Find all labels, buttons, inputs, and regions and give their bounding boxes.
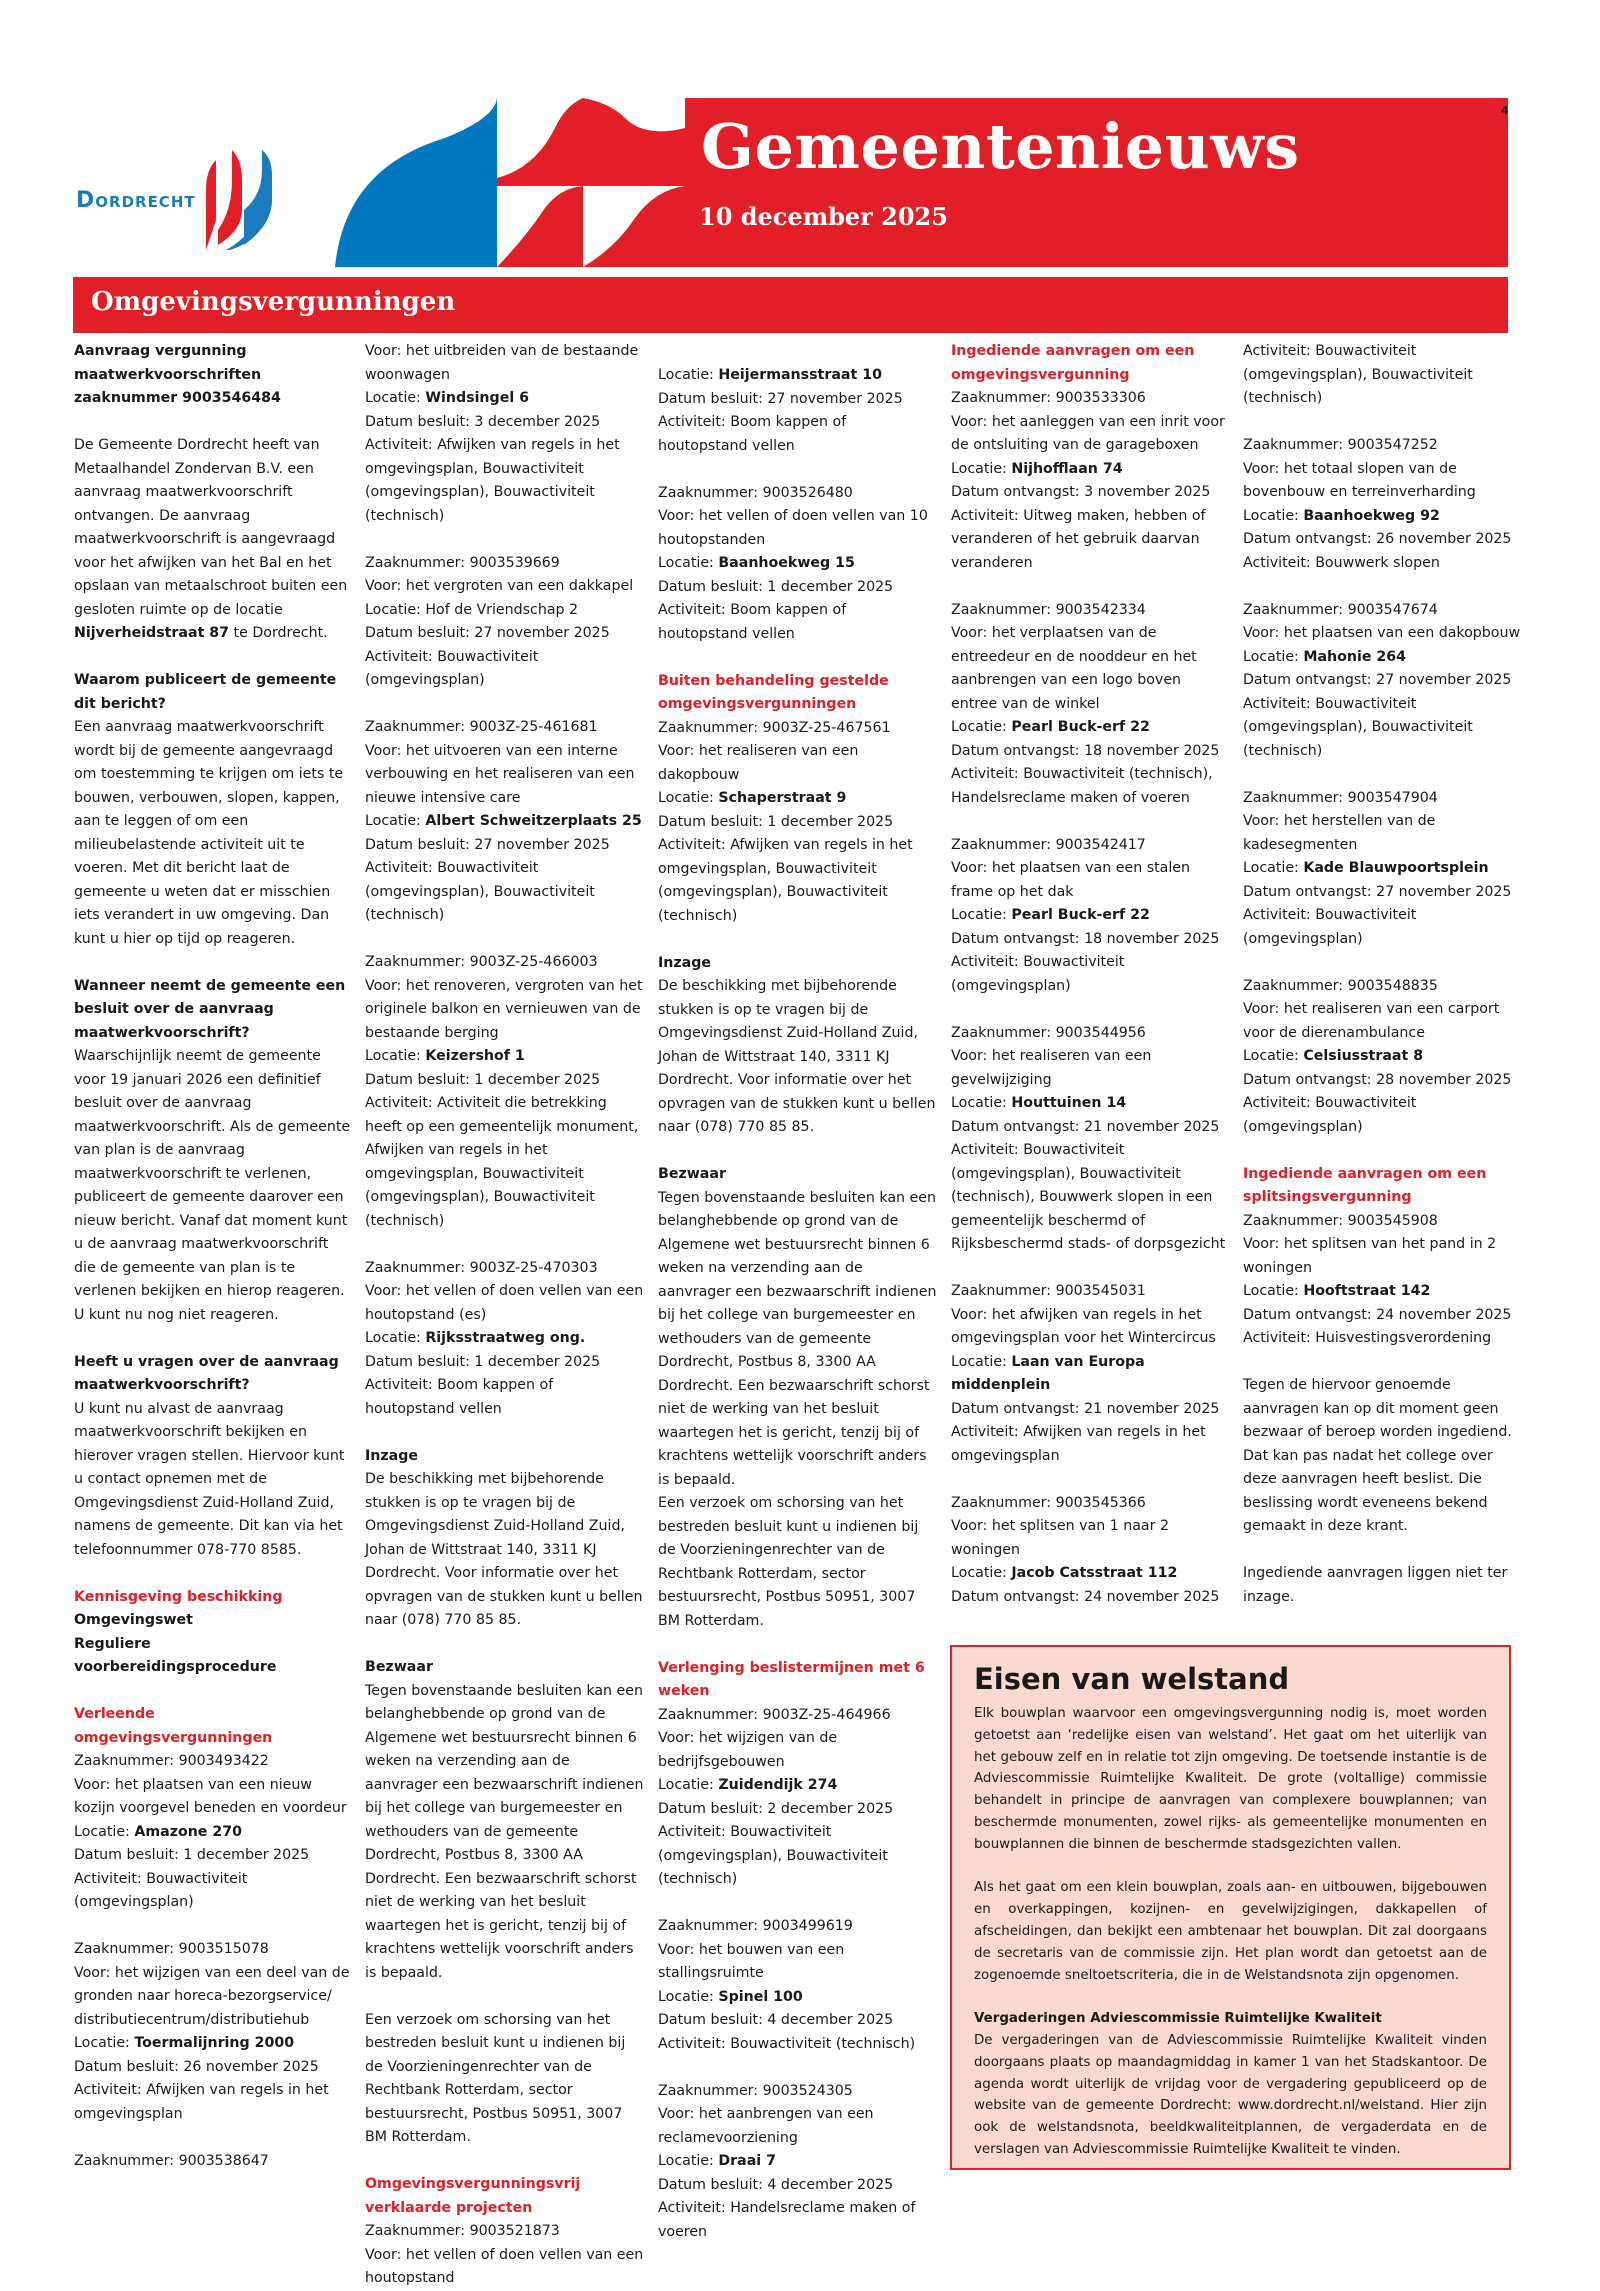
dordrecht-flag-icon [202, 150, 282, 250]
procedure-label: Reguliere [74, 1635, 151, 1652]
welstand-paragraph: Elk bouwplan waarvoor een omgevingsvergunning nodig is, moet worden getoetst aan ‘redelijke eisen van welstand’. Het gaat om het uiterlijk van het gebouw zelf en in relatie tot zijn omgeving. De toetsende instantie is de Adviescommissie Ruimtelijke Kwaliteit. De grote (voltallige) commissie behandelt in principe de aanvragen van complexere bouwplannen; van beschermde monumenten, zowel rijks- als gemeentelijke monumenten en bouwplannen die binnen de beschermde stadsgezichten vallen. [974, 1706, 1487, 1852]
article-title: Aanvraag vergunning maatwerkvoorschriften zaaknummer 9003546484 [74, 343, 281, 406]
publication-title: Gemeentenieuws [701, 110, 1300, 183]
welstand-title: Eisen van welstand [974, 1662, 1290, 1696]
permit-entry: Zaaknummer: 9003533306 Voor: het aanleggen van een inrit voor de ontsluiting van de garageboxen Locatie: Nijhofflaan 74 Datum ontvangst: 3 november 2025 Activiteit: Uitweg maken, hebben of veranderen of het gebruik daarvan veranderen [951, 390, 1225, 571]
verlenging-heading: Verlenging beslistermijnen met 6 weken [658, 1659, 925, 1699]
permit-entry: Zaaknummer: 9003515078 Voor: het wijzigen van een deel van de gronden naar horeca-bezorgservice/ distributiecentrum/distributiehub Locatie: Toermalijnring 2000 Datum besluit: 26 november 2025 Activiteit: Afwijken van regels in het omgevingsplan [74, 1941, 350, 2122]
article-intro: De Gemeente Dordrecht heeft van Metaalhandel Zondervan B.V. een aanvraag maatwerkvoorschrift ontvangen. De aanvraag maatwerkvoorschrift is aangevraagd voor het afwijken van het Bal en het opslaan van metaalschroot buiten een gesloten ruimte op de locatie Nijverheidstraat 87 te Dordrecht. [74, 437, 348, 641]
permit-entry: Zaaknummer: 9003539669 Voor: het vergroten van een dakkapel Locatie: Hof de Vriendschap 2 Datum besluit: 27 november 2025 Activiteit: Bouwactiviteit (omgevingsplan) [365, 554, 634, 688]
permit-entry: Voor: het uitbreiden van de bestaande woonwagen Locatie: Windsingel 6 Datum besluit: 3 december 2025 Activiteit: Afwijken van regels in het omgevingsplan, Bouwactiviteit (omgevingsplan), Bouwactiviteit (technisch) [365, 343, 639, 524]
splitsing-note: Ingediende aanvragen liggen niet ter inzage. [1243, 1565, 1508, 1605]
permit-entry: Zaaknummer: 9003545366 Voor: het splitsen van 1 naar 2 woningen Locatie: Jacob Catsstraat 112 Datum ontvangst: 24 november 2025 [951, 1494, 1220, 1605]
permit-entry: Zaaknummer: 9003499619 Voor: het bouwen van een stallingsruimte Locatie: Spinel 100 Datum besluit: 4 december 2025 Activiteit: Bouwactiviteit (technisch) [658, 1918, 916, 2052]
permit-entry: Zaaknummer: 9003545031 Voor: het afwijken van regels in het omgevingsplan voor het Wintercircus Locatie: Laan van Europa middenplein Datum ontvangst: 21 november 2025 Activiteit: Afwijken van regels in het omgevingsplan [951, 1283, 1220, 1464]
question-heading: Wanneer neemt de gemeente een besluit over de aanvraag maatwerkvoorschrift? [74, 977, 346, 1041]
header-wave-graphic [335, 98, 685, 267]
page-number: 4 [1501, 104, 1509, 117]
permit-entry: Zaaknummer: 9003538647 [74, 2152, 269, 2169]
permit-entry: Zaaknummer: 9003542417 Voor: het plaatsen van een stalen frame op het dak Locatie: Pearl Buck-erf 22 Datum ontvangst: 18 november 2025 Activiteit: Bouwactiviteit (omgevingsplan) [951, 836, 1220, 994]
schorsing-text: Een verzoek om schorsing van het bestreden besluit kunt u indienen bij de Voorzieningenrechter van de Rechtbank Rotterdam, sector bestuursrecht, Postbus 50951, 3007 BM Rotterdam. [365, 2011, 626, 2145]
inzage-text: De beschikking met bijbehorende stukken is op te vragen bij de Omgevingsdienst Zuid-Holland Zuid, Johan de Wittstraat 140, 3311 KJ Dordrecht. Voor informatie over het opvragen van de stukken kunt u bellen naar (078) 770 85 85. [658, 978, 936, 1135]
inzage-text: De beschikking met bijbehorende stukken is op te vragen bij de Omgevingsdienst Zuid-Holland Zuid, Johan de Wittstraat 140, 3311 KJ Dordrecht. Voor informatie over het opvragen van de stukken kunt u bellen naar (078) 770 85 85. [365, 1471, 643, 1628]
permit-entry: Zaaknummer: 9003547252 Voor: het totaal slopen van de bovenbouw en terreinverharding Locatie: Baanhoekweg 92 Datum ontvangst: 26 november 2025 Activiteit: Bouwwerk slopen [1243, 437, 1512, 571]
permit-entry: Zaaknummer: 9003Z-25-461681 Voor: het uitvoeren van een interne verbouwing en het realiseren van een nieuwe intensive care Locatie: Albert Schweitzerplaats 25 Datum besluit: 27 november 2025 Activiteit: Bouwactiviteit (omgevingsplan), Bouwactiviteit (technisch) [365, 719, 642, 923]
column-1 [74, 340, 354, 2173]
dordrecht-logo[interactable] [76, 150, 282, 250]
answer-text: U kunt nu alvast de aanvraag maatwerkvoorschrift bekijken en hierover vragen stellen. Hiervoor kunt u contact opnemen met de Omgevingsdienst Zuid-Holland Zuid, namens de gemeente. Dit kan via het telefoonnummer 078-770 8585. [74, 1400, 345, 1558]
welstand-paragraph: Als het gaat om een klein bouwplan, zoals aan- en uitbouwen, bijgebouwen en overkappingen, kozijnen- en gevelwijzigingen, dakkapellen of afscheidingen, dan bekijkt een ambtenaar het bouwplan. Dit zal doorgaans de secretaris van de commissie zijn. Het plan wordt dan getoetst aan de zogenoemde sneltoetscriteria, die in de Welstandsnota zijn opgenomen. [974, 1880, 1487, 1983]
procedure-label: Omgevingswet [74, 1612, 193, 1628]
logo-text: Dordrecht [76, 187, 196, 213]
procedure-label: voorbereidingsprocedure [74, 1659, 277, 1675]
title-banner [685, 98, 1508, 267]
column-4 [951, 340, 1231, 1609]
question-heading: Waarom publiceert de gemeente dit bericht? [74, 672, 337, 712]
splitsing-heading: Ingediende aanvragen om een splitsingsvergunning [1243, 1165, 1487, 1205]
permit-entry: Zaaknummer: 9003Z-25-464966 Voor: het wijzigen van de bedrijfsgebouwen Locatie: Zuidendijk 274 Datum besluit: 2 december 2025 Activiteit: Bouwactiviteit (omgevingsplan), Bouwactiviteit (technisch) [658, 1706, 894, 1887]
permit-entry: Zaaknummer: 9003526480 Voor: het vellen of doen vellen van 10 houtopstanden Locatie: Baanhoekweg 15 Datum besluit: 1 december 2025 Activiteit: Boom kappen of houtopstand vellen [658, 484, 928, 642]
permit-entry: Zaaknummer: 9003521873 [365, 2223, 560, 2239]
bezwaar-text: Tegen bovenstaande besluiten kan een belanghebbende op grond van de Algemene wet bestuursrecht binnen 6 weken na verzending aan de aanvrager een bezwaarschrift indienen bij het college van burgemeester en wethouders van de gemeente Dordrecht, Postbus 8, 3300 AA Dordrecht. Een bezwaarschrift schorst niet de werking van het besluit waartegen het is gericht, tenzij bij of krachtens wettelijk voorschrift anders is bepaald. [365, 1682, 644, 1981]
section-title: Omgevingsvergunningen [91, 287, 456, 317]
inzage-heading: Inzage [658, 954, 711, 971]
inzage-heading: Inzage [365, 1447, 418, 1464]
publication-date: 10 december 2025 [699, 202, 948, 231]
ingediend-heading: Ingediende aanvragen om een omgevingsvergunning [951, 343, 1195, 383]
permit-entry: Zaaknummer: 9003493422 Voor: het plaatsen van een nieuw kozijn voorgevel beneden en voordeur Locatie: Amazone 270 Datum besluit: 1 december 2025 Activiteit: Bouwactiviteit (omgevingsplan) [74, 1753, 347, 1910]
permit-activiteit: Activiteit: Bouwactiviteit (omgevingsplan), Bouwactiviteit (technisch) [1243, 343, 1473, 406]
question-heading: Heeft u vragen over de aanvraag maatwerkvoorschrift? [74, 1353, 339, 1393]
permit-entry: Zaaknummer: 9003542334 Voor: het verplaatsen van de entreedeur en de nooddeur en het aanbrengen van een logo boven entree van de winkel Locatie: Pearl Buck-erf 22 Datum ontvangst: 18 november 2025 Activiteit: Bouwactiviteit (technisch), Handelsreclame maken of voeren [951, 601, 1220, 806]
permit-entry: Zaaknummer: 9003545908 Voor: het splitsen van het pand in 2 woningen Locatie: Hooftstraat 142 Datum ontvangst: 24 november 2025 Activiteit: Huisvestingsverordening [1243, 1212, 1512, 1346]
masthead [0, 0, 1600, 270]
answer-text: Een aanvraag maatwerkvoorschrift wordt bij de gemeente aangevraagd om toestemming te krijgen om iets te bouwen, verbouwen, slopen, kappen, aan te leggen of om een milieubelastende activiteit uit te voeren. Met dit bericht laat de gemeente u weten dat er misschien iets verandert in uw omgeving. Dan kunt u hier op tijd op reageren. [74, 719, 344, 947]
permit-entry: Zaaknummer: 9003548835 Voor: het realiseren van een carport voor de dierenambulance Locatie: Celsiusstraat 8 Datum ontvangst: 28 november 2025 Activiteit: Bouwactiviteit (omgevingsplan) [1243, 977, 1512, 1135]
permit-entry: Zaaknummer: 9003547674 Voor: het plaatsen van een dakopbouw Locatie: Mahonie 264 Datum ontvangst: 27 november 2025 Activiteit: Bouwactiviteit (omgevingsplan), Bouwactiviteit (technisch) [1243, 601, 1521, 759]
permit-entry: Zaaknummer: 9003Z-25-466003 Voor: het renoveren, vergroten van het originele balkon en vernieuwen van de bestaande berging Locatie: Keizershof 1 Datum besluit: 1 december 2025 Activiteit: Activiteit die betrekking heeft op een gemeentelijk monument, Afwijken van regels in het omgevingsplan, Bouwactiviteit (omgevingsplan), Bouwactiviteit (technisch) [365, 954, 643, 1229]
permit-entry: Zaaknummer: 9003544956 Voor: het realiseren van een gevelwijziging Locatie: Houttuinen 14 Datum ontvangst: 21 november 2025 Activiteit: Bouwactiviteit (omgevingsplan), Bouwactiviteit (technisch), Bouwwerk slopen in een gemeentelijk beschermd of Rijksbeschermd stads- of dorpsgezicht [951, 1024, 1226, 1252]
bezwaar-heading: Bezwaar [658, 1166, 726, 1182]
permit-entry: Locatie: Heijermansstraat 10 Datum besluit: 27 november 2025 Activiteit: Boom kappen of houtopstand vellen [658, 367, 903, 454]
welstand-subheading: Vergaderingen Adviescommissie Ruimtelijke Kwaliteit [974, 2011, 1382, 2027]
buiten-heading: Buiten behandeling gestelde omgevingsvergunningen [658, 672, 889, 712]
splitsing-note: Tegen de hiervoor genoemde aanvragen kan op dit moment geen bezwaar of beroep worden ingediend. Dat kan pas nadat het college over deze aanvragen heeft beslist. Die beslissing wordt eveneens bekend gemaakt in deze krant. [1243, 1377, 1512, 1534]
vrij-heading: Omgevingsvergunningsvrij verklaarde projecten [365, 2176, 581, 2216]
column-3 [658, 364, 938, 2244]
permit-entry: Zaaknummer: 9003547904 Voor: het herstellen van de kadesegmenten Locatie: Kade Blauwpoortsplein Datum ontvangst: 27 november 2025 Activiteit: Bouwactiviteit (omgevingsplan) [1243, 789, 1512, 947]
bezwaar-heading: Bezwaar [365, 1659, 433, 1675]
permit-entry: Zaaknummer: 9003524305 Voor: het aanbrengen van een reclamevoorziening Locatie: Draai 7 Datum besluit: 4 december 2025 Activiteit: Handelsreclame maken of voeren [658, 2082, 916, 2240]
welstand-box [950, 1645, 1511, 2170]
section-header [73, 277, 1508, 333]
column-5 [1243, 340, 1523, 1609]
welstand-paragraph: De vergaderingen van de Adviescommissie Ruimtelijke Kwaliteit vinden doorgaans plaats op maandagmiddag in kamer 1 van het Stadskantoor. De agenda wordt uiterlijk de vrijdag voor de vergadering gepubliceerd op de website van de gemeente Dordrecht: www.dordrecht.nl/welstand. Hier zijn ook de welstandsnota, beeldkwaliteitplannen, de vergaderdata en de verslagen van Adviescommissie Ruimtelijke Kwaliteit te vinden. [974, 2032, 1487, 2157]
verleend-heading: Verleende omgevingsvergunningen [74, 1706, 273, 1746]
permit-voor: Voor: het vellen of doen vellen van een houtopstand [365, 2246, 644, 2286]
kennisgeving-heading: Kennisgeving beschikking [74, 1588, 283, 1605]
column-2 [365, 340, 645, 2291]
bezwaar-text: Tegen bovenstaande besluiten kan een belanghebbende op grond van de Algemene wet bestuursrecht binnen 6 weken na verzending aan de aanvrager een bezwaarschrift indienen bij het college van burgemeester en wethouders van de gemeente Dordrecht, Postbus 8, 3300 AA Dordrecht. Een bezwaarschrift schorst niet de werking van het besluit waartegen het is gericht, tenzij bij of krachtens wettelijk voorschrift anders is bepaald. [658, 1189, 937, 1488]
permit-entry: Zaaknummer: 9003Z-25-470303 Voor: het vellen of doen vellen van een houtopstand (es) Locatie: Rijksstraatweg ong. Datum besluit: 1 december 2025 Activiteit: Boom kappen of houtopstand vellen [365, 1259, 644, 1417]
schorsing-text: Een verzoek om schorsing van het bestreden besluit kunt u indienen bij de Voorzieningenrechter van de Rechtbank Rotterdam, sector bestuursrecht, Postbus 50951, 3007 BM Rotterdam. [658, 1495, 919, 1629]
permit-entry: Zaaknummer: 9003Z-25-467561 Voor: het realiseren van een dakopbouw Locatie: Schaperstraat 9 Datum besluit: 1 december 2025 Activiteit: Afwijken van regels in het omgevingsplan, Bouwactiviteit (omgevingsplan), Bouwactiviteit (technisch) [658, 719, 913, 924]
answer-text: Waarschijnlijk neemt de gemeente voor 19 januari 2026 een definitief besluit over de aanvraag maatwerkvoorschrift. Als de gemeente van plan is de aanvraag maatwerkvoorschrift te verlenen, publiceert de gemeente daarover een nieuw bericht. Vanaf dat moment kunt u de aanvraag maatwerkvoorschrift die de gemeente van plan is te verlenen bekijken en hierop reageren. U kunt nu nog niet reageren. [74, 1048, 351, 1323]
